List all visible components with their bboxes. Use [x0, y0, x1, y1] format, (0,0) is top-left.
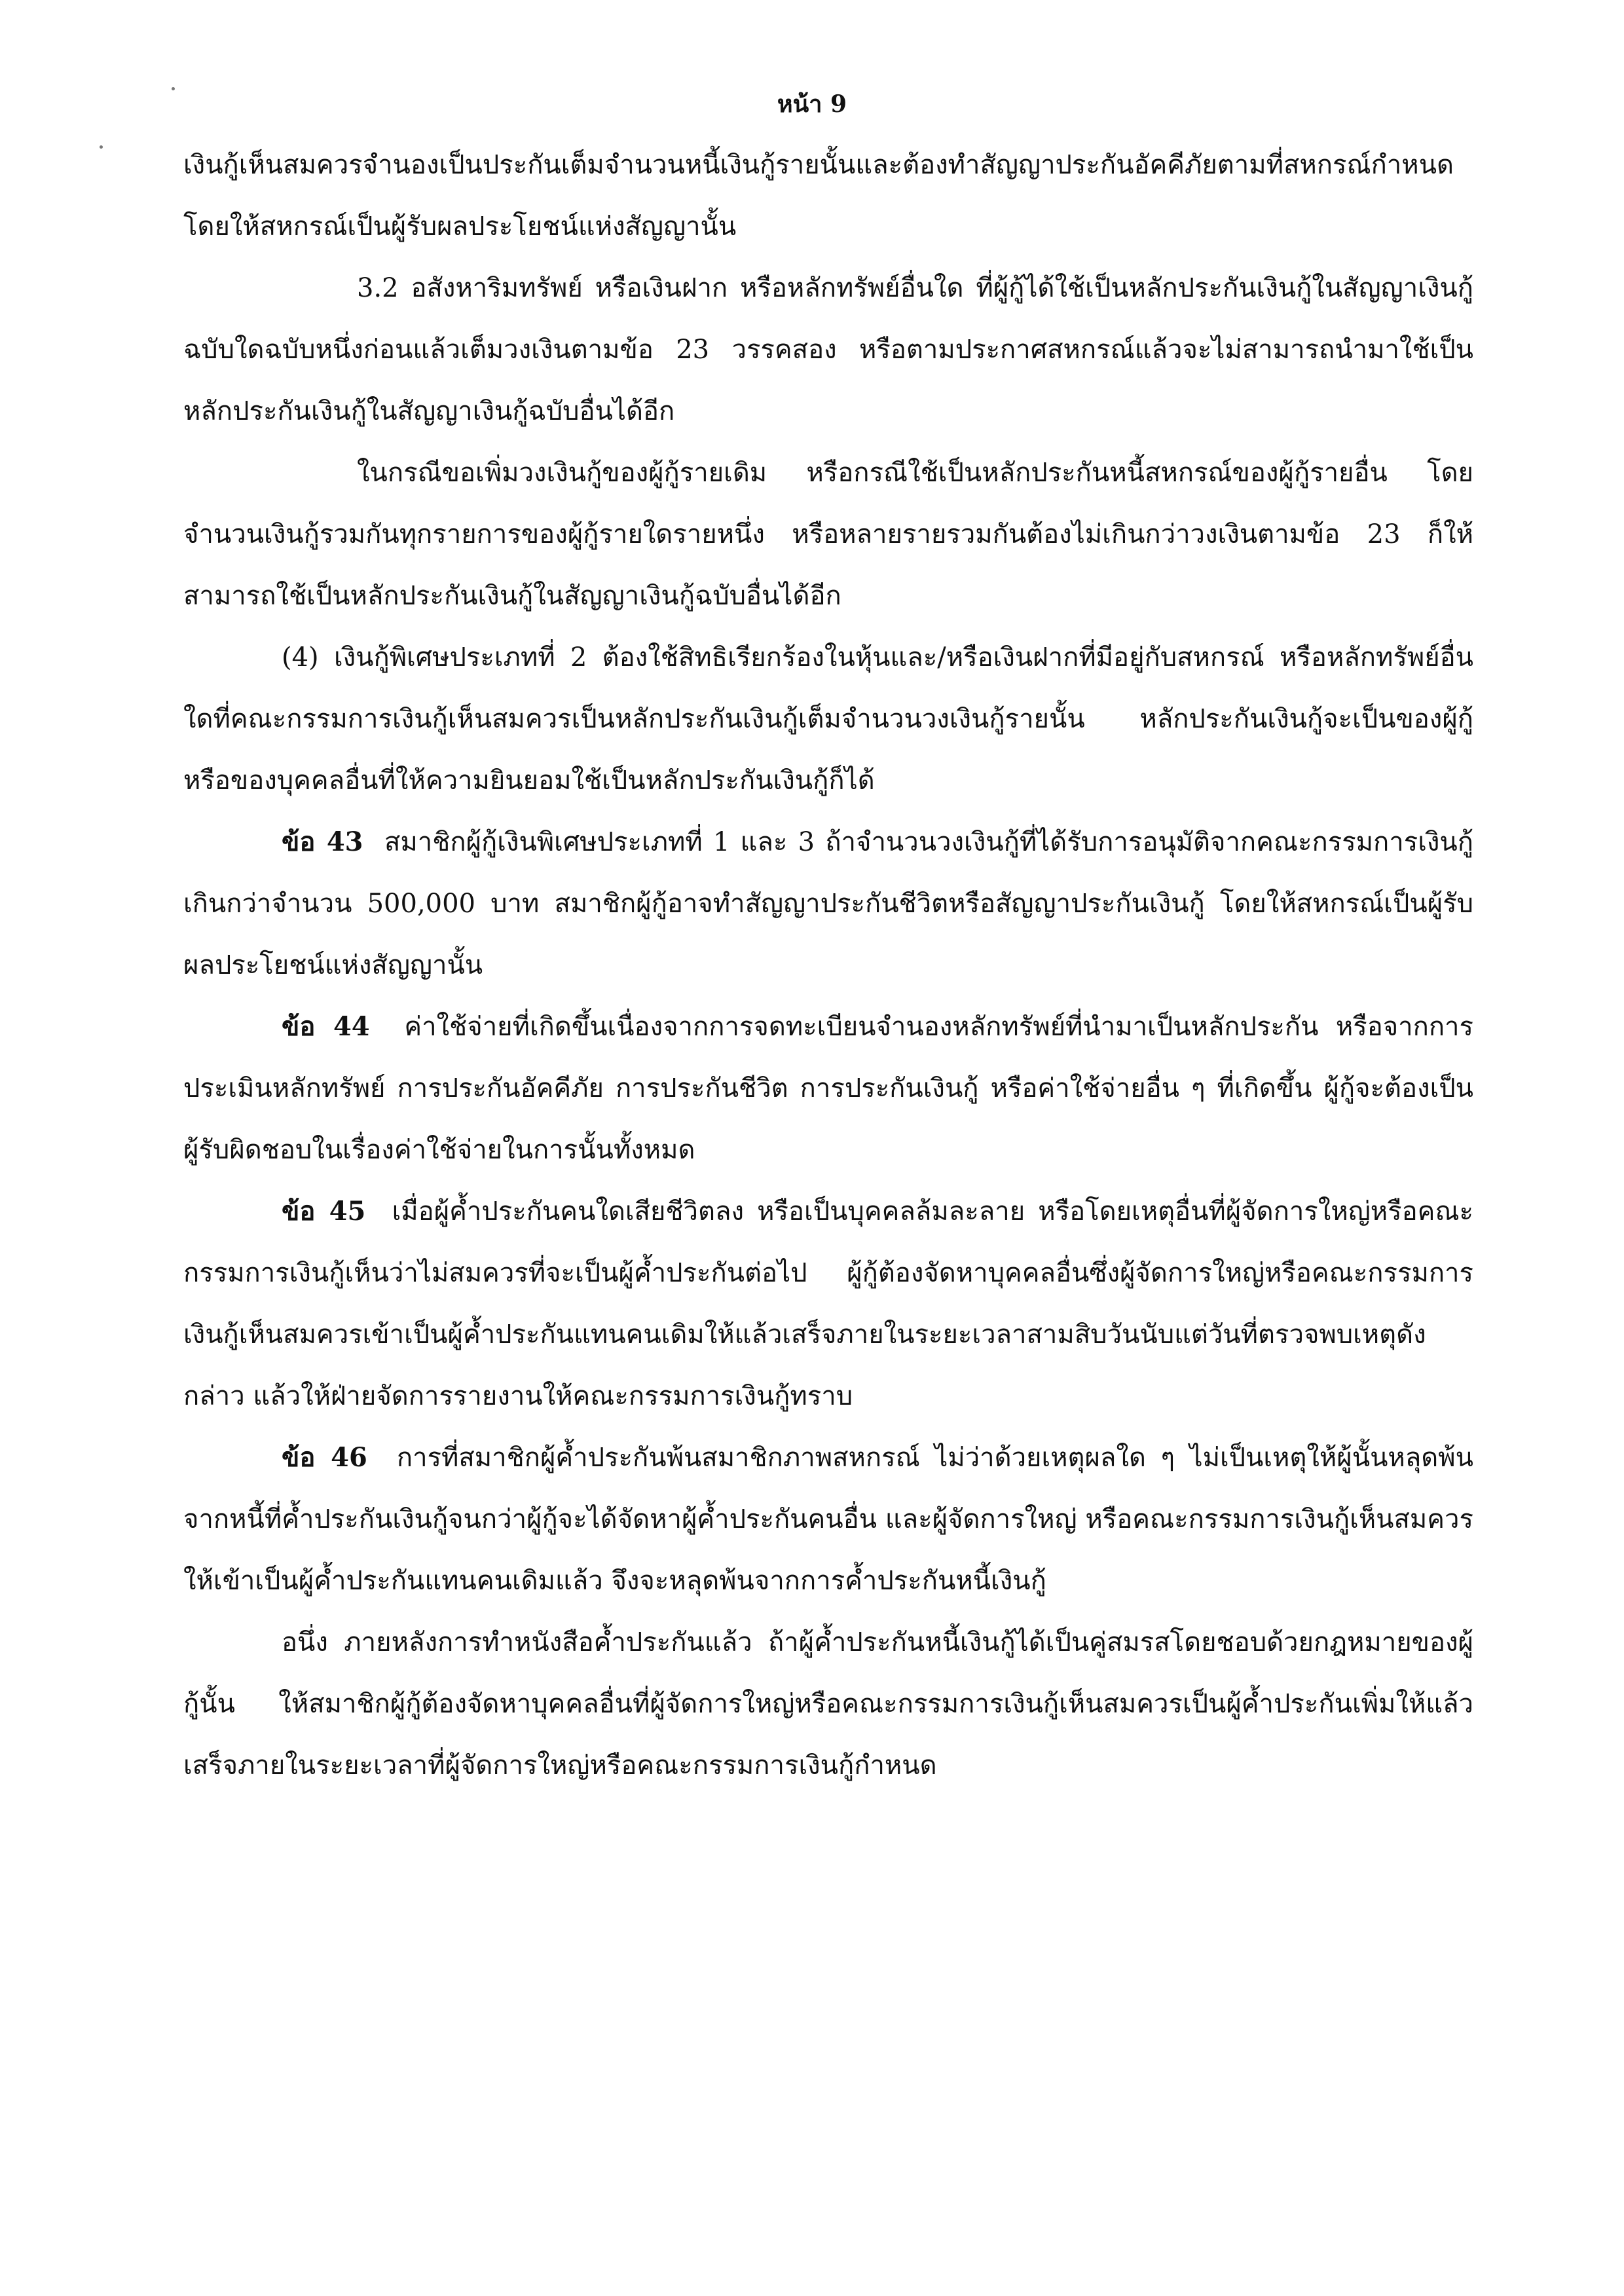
paragraph-text: 3.2 อสังหาริมทรัพย์ หรือเงินฝาก หรือหลักทรัพย์อื่นใด ที่ผู้กู้ได้ใช้เป็นหลักประกันเงินกู้ในสัญญาเงินกู้ฉบับใดฉบับหนึ่งก่อนแล้วเต็มวงเงินตามข้อ 23 วรรคสอง หรือตามประกาศสหกรณ์แล้วจะไม่สามารถนำมาใช้เป็นหลักประกันเงินกู้ในสัญญาเงินกู้ฉบับอื่นได้อีก: [183, 273, 1473, 426]
paragraph-text: (4) เงินกู้พิเศษประเภทที่ 2 ต้องใช้สิทธิเรียกร้องในหุ้นและ/หรือเงินฝากที่มีอยู่กับสหกรณ์ หรือหลักทรัพย์อื่นใดที่คณะกรรมการเงินกู้เห็นสมควรเป็นหลักประกันเงินกู้เต็มจำนวนวงเงินกู้รายนั้น หลักประกันเงินกู้จะเป็นของผู้กู้ หรือของบุคคลอื่นที่ให้ความยินยอมใช้เป็นหลักประกันเงินกู้ก็ได้: [183, 642, 1473, 796]
paragraph-limit-increase: [183, 442, 1473, 627]
paragraph-text: สมาชิกผู้กู้เงินพิเศษประเภทที่ 1 และ 3 ถ้าจำนวนวงเงินกู้ที่ได้รับการอนุมัติจากคณะกรรมการเงินกู้เกินกว่าจำนวน 500,000 บาท สมาชิกผู้กู้อาจทำสัญญาประกันชีวิตหรือสัญญาประกันเงินกู้ โดยให้สหกรณ์เป็นผู้รับผลประโยชน์แห่งสัญญานั้น: [183, 827, 1473, 980]
article-number: ข้อ 46: [282, 1442, 367, 1473]
paragraph-text: ค่าใช้จ่ายที่เกิดขึ้นเนื่องจากการจดทะเบียนจำนองหลักทรัพย์ที่นำมาเป็นหลักประกัน หรือจากการประเมินหลักทรัพย์ การประกันอัคคีภัย การประกันชีวิต การประกันเงินกู้ หรือค่าใช้จ่ายอื่น ๆ ที่เกิดขึ้น ผู้กู้จะต้องเป็นผู้รับผิดชอบในเรื่องค่าใช้จ่ายในการนั้นทั้งหมด: [183, 1012, 1473, 1165]
article-number: ข้อ 44: [282, 1011, 370, 1042]
paragraph-text: อนึ่ง ภายหลังการทำหนังสือค้ำประกันแล้ว ถ้าผู้ค้ำประกันหนี้เงินกู้ได้เป็นคู่สมรสโดยชอบด้วยกฎหมายของผู้กู้นั้น ให้สมาชิกผู้กู้ต้องจัดหาบุคคลอื่นที่ผู้จัดการใหญ่หรือคณะกรรมการเงินกู้เห็นสมควรเป็นผู้ค้ำประกันเพิ่มให้แล้วเสร็จภายในระยะเวลาที่ผู้จัดการใหญ่หรือคณะกรรมการเงินกู้กำหนด: [183, 1627, 1473, 1781]
paragraph-article-46: [183, 1427, 1473, 1612]
paragraph-text: เมื่อผู้ค้ำประกันคนใดเสียชีวิตลง หรือเป็นบุคคลล้มละลาย หรือโดยเหตุอื่นที่ผู้จัดการใหญ่หรือคณะกรรมการเงินกู้เห็นว่าไม่สมควรที่จะเป็นผู้ค้ำประกันต่อไป ผู้กู้ต้องจัดหาบุคคลอื่นซึ่งผู้จัดการใหญ่หรือคณะกรรมการเงินกู้เห็นสมควรเข้าเป็นผู้ค้ำประกันแทนคนเดิมให้แล้วเสร็จภายในระยะเวลาสามสิบวันนับแต่วันที่ตรวจพบเหตุดังกล่าว แล้วให้ฝ่ายจัดการรายงานให้คณะกรรมการเงินกู้ทราบ: [183, 1196, 1473, 1411]
paragraph-spouse-guarantor: [183, 1612, 1473, 1796]
paragraph-article-45: [183, 1181, 1473, 1427]
page-number: หน้า 9: [777, 90, 847, 118]
article-number: ข้อ 43: [282, 826, 363, 857]
paragraph-text: เงินกู้เห็นสมควรจำนองเป็นประกันเต็มจำนวนหนี้เงินกู้รายนั้นและต้องทำสัญญาประกันอัคคีภัยตามที่สหกรณ์กำหนด โดยให้สหกรณ์เป็นผู้รับผลประโยชน์แห่งสัญญานั้น: [183, 150, 1454, 242]
paragraph-text: การที่สมาชิกผู้ค้ำประกันพ้นสมาชิกภาพสหกรณ์ ไม่ว่าด้วยเหตุผลใด ๆ ไม่เป็นเหตุให้ผู้นั้นหลุดพ้นจากหนี้ที่ค้ำประกันเงินกู้จนกว่าผู้กู้จะได้จัดหาผู้ค้ำประกันคนอื่น และผู้จัดการใหญ่ หรือคณะกรรมการเงินกู้เห็นสมควรให้เข้าเป็นผู้ค้ำประกันแทนคนเดิมแล้ว จึงจะหลุดพ้นจากการค้ำประกันหนี้เงินกู้: [183, 1443, 1473, 1596]
document-body: [183, 134, 1473, 1796]
paragraph-article-43: [183, 811, 1473, 996]
article-number: ข้อ 45: [282, 1196, 366, 1227]
paragraph-article-44: [183, 996, 1473, 1181]
paragraph-item-4: [183, 627, 1473, 811]
paragraph-continuation: [183, 134, 1473, 257]
scan-speck: [100, 145, 103, 149]
paragraph-clause-3-2: [183, 257, 1473, 442]
paragraph-text: ในกรณีขอเพิ่มวงเงินกู้ของผู้กู้รายเดิม หรือกรณีใช้เป็นหลักประกันหนี้สหกรณ์ของผู้กู้รายอื่น โดยจำนวนเงินกู้รวมกันทุกรายการของผู้กู้รายใดรายหนึ่ง หรือหลายรายรวมกันต้องไม่เกินกว่าวงเงินตามข้อ 23 ก็ให้สามารถใช้เป็นหลักประกันเงินกู้ในสัญญาเงินกู้ฉบับอื่นได้อีก: [183, 458, 1473, 611]
